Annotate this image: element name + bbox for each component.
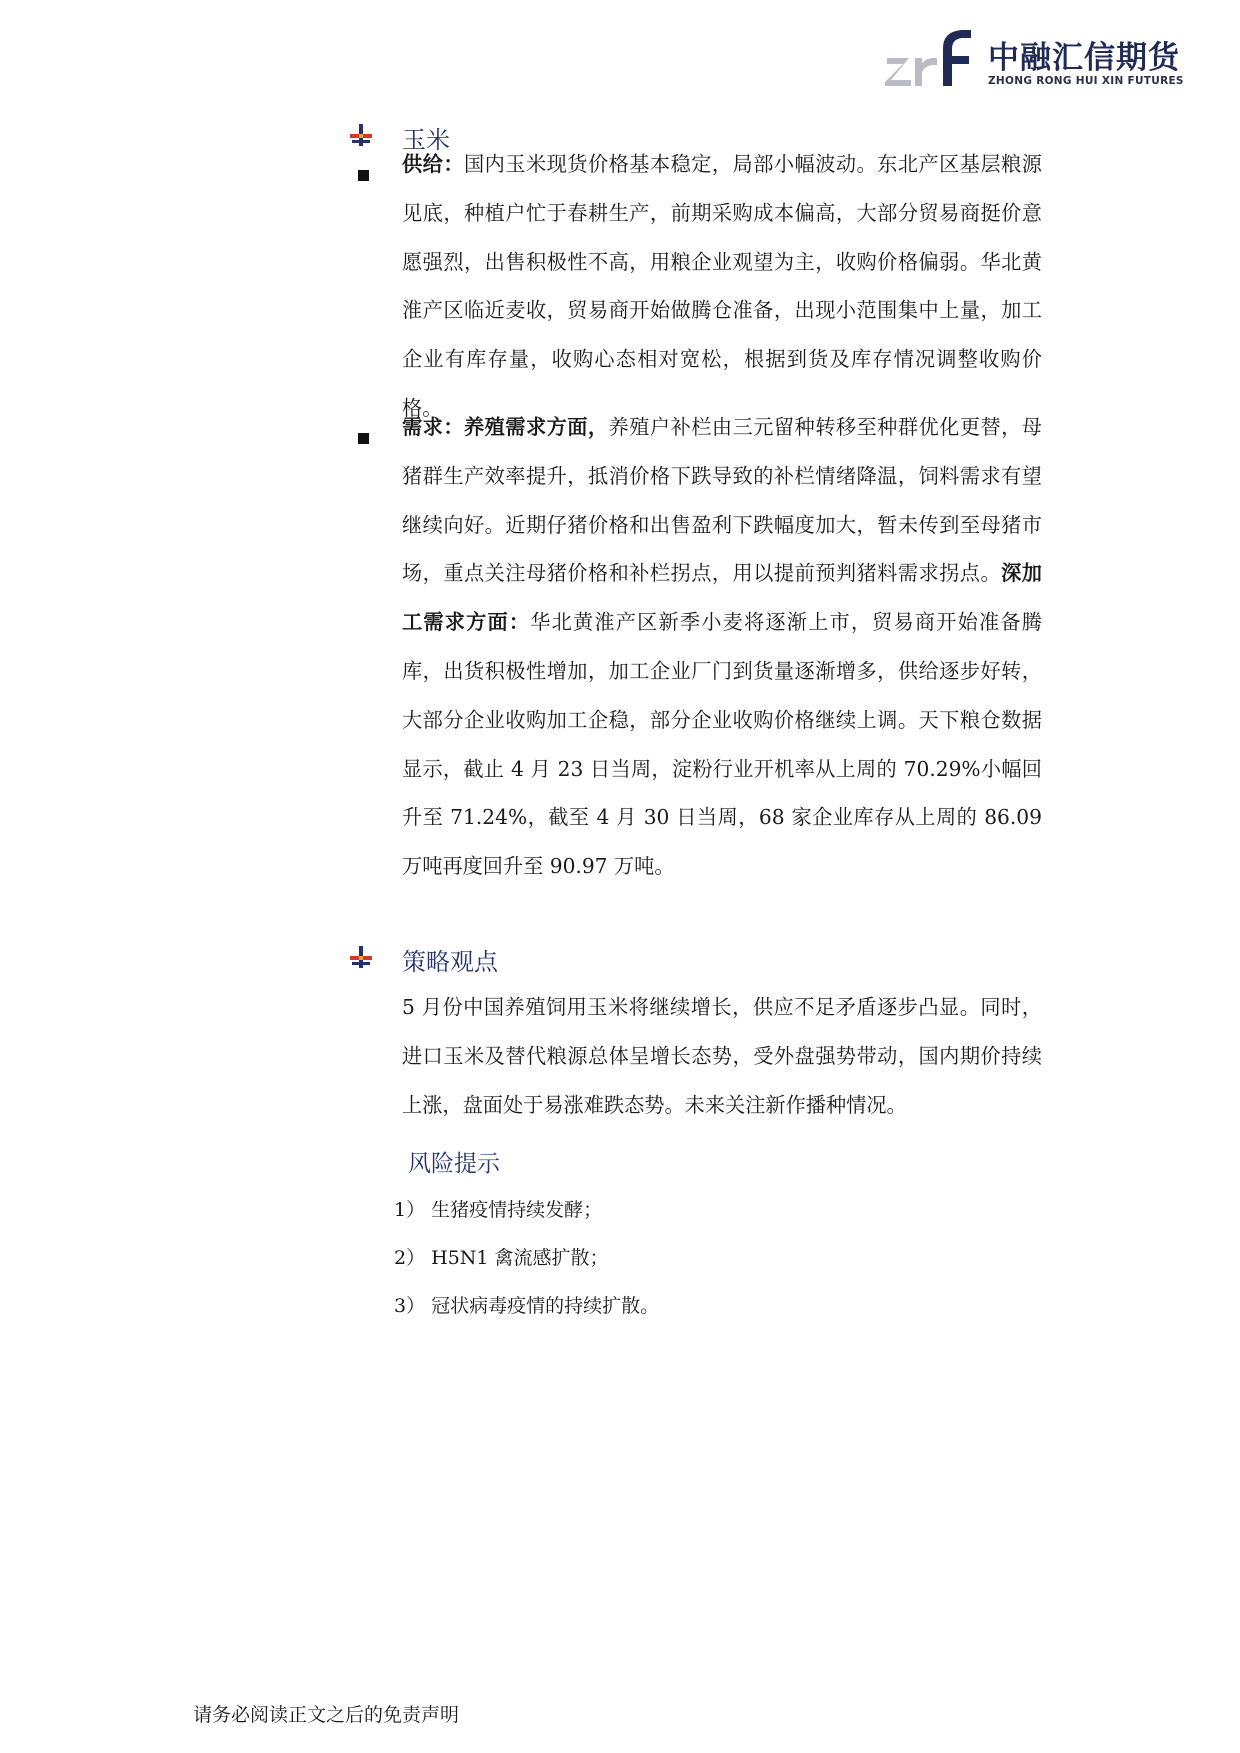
risk-title: 风险提示 [408,1151,500,1177]
demand-label: 需求：养殖需求方面， [402,415,609,439]
deep-processing-label: 深加工需求方面： [402,561,1042,635]
section-title: 玉米 [402,126,450,154]
risk-item: 3） 冠状病毒疫情的持续扩散。 [394,1295,660,1317]
supply-text: 国内玉米现货价格基本稳定，局部小幅波动。东北产区基层粮源见底，种植户忙于春耕生产，前期采购成本偏高，大部分贸易商挺价意愿强烈，出售积极性不高，用粮企业观望为主，收购价格偏弱。华北黄淮产区临近麦收，贸易商开始做腾仓准备，出现小范围集中上量，加工企业有库存量，收购心态相对宽松，根据到货及库存情况调整收购价格。 [402,152,1042,420]
demand-paragraph [402,403,1042,891]
section-title: 策略观点 [402,948,498,976]
logo-chinese-name: 中融汇信期货 [988,40,1180,76]
risk-item: 1） 生猪疫情持续发酵； [394,1199,603,1221]
zrf-logo-mark [885,28,985,94]
cross-bullet-icon [350,124,372,146]
company-logo [885,28,1184,94]
supply-paragraph [402,140,1042,433]
strategy-paragraph: 5 月份中国养殖饲用玉米将继续增长，供应不足矛盾逐步凸显。同时，进口玉米及替代粮源总体呈增长态势，受外盘强势带动，国内期价持续上涨，盘面处于易涨难跌态势。未来关注新作播种情况。 [402,995,1042,1117]
risk-item: 2） H5N1 禽流感扩散； [394,1247,609,1269]
disclaimer-footer: 请务必阅读正文之后的免责声明 [193,1704,460,1726]
square-bullet-icon [358,433,369,444]
square-bullet-icon [358,170,369,181]
cross-bullet-icon [350,946,372,968]
logo-english-name: ZHONG RONG HUI XIN FUTURES [988,75,1184,87]
demand-text-1: 养殖户补栏由三元留种转移至种群优化更替，母猪群生产效率提升，抵消价格下跌导致的补栏情绪降温，饲料需求有望继续向好。近期仔猪价格和出售盈利下跌幅度加大，暂未传到至母猪市场，重点关注母猪价格和补栏拐点，用以提前预判猪料需求拐点。 [402,415,1042,586]
supply-label: 供给： [402,152,464,176]
demand-text-2: 华北黄淮产区新季小麦将逐渐上市，贸易商开始准备腾库，出货积极性增加，加工企业厂门到货量逐渐增多，供给逐步好转，大部分企业收购加工企稳，部分企业收购价格继续上调。天下粮仓数据显示，截止 4 月 23 日当周，淀粉行业开机率从上周的 70.29%小幅回升至 71.24%，截至 4 月 30 日当周，68 家企业库存从上周的 86.09 万吨再度回升至 90.97 万吨。 [402,610,1042,879]
